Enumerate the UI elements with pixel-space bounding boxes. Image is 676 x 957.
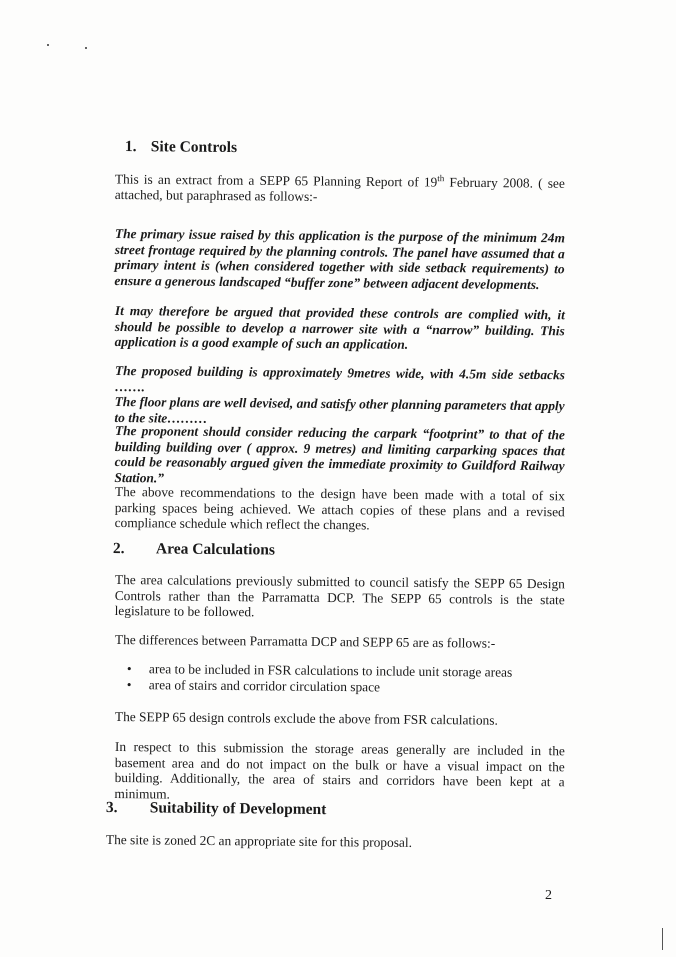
recommendation-paragraph: The above recommendations to the design have been made with a total of six parking spaces being achieved. We attach copies of these plans and a revised compliance schedule which reflect the changes.: [114, 484, 565, 533]
list-item-text: area to be included in FSR calculations to include unit storage areas: [148, 661, 513, 680]
suitability-paragraph: The site is zoned 2C an appropriate site for this proposal.: [105, 832, 413, 850]
area-paragraph-2: The differences between Parramatta DCP and SEPP 65 are as follows:-: [114, 632, 496, 651]
area-paragraph-4: In respect to this submission the storage areas generally are included in the basement area and do not impact on the bulk or have a visual impact on the building. Additionally, the area of stairs and corridors have been kept at a minimum.: [114, 739, 565, 802]
list-item: [127, 677, 557, 697]
area-paragraph-3: The SEPP 65 design controls exclude the above from FSR calculations.: [114, 709, 498, 728]
quote-3-line-a: The proposed building is approximately 9metres wide, with 4.5m side setbacks …….: [114, 363, 565, 394]
section-title: Site Controls: [150, 138, 238, 157]
section-number: 2.: [112, 540, 125, 558]
intro-text: This is an extract from a SEPP 65 Planning Report of 19: [114, 171, 438, 190]
quote-paragraph-3: [114, 363, 565, 429]
area-paragraph-1: The area calculations previously submitted to council satisfy the SEPP 65 Design Controls rather than the Parramatta DCP. The SEPP 65 controls is the state legislature to be followed.: [114, 572, 565, 620]
intro-superscript: th: [437, 173, 445, 184]
quote-paragraph-2: It may therefore be argued that provided these controls are complied with, it should be possible to develop a narrower site with a “narrow” building. This application is a good example of such an application.: [114, 303, 565, 352]
scan-edge-mark: [662, 928, 663, 950]
section-heading-area-calculations: [113, 540, 275, 560]
scan-speck: [47, 44, 49, 46]
section-heading-suitability: [106, 799, 327, 819]
intro-text-cont: February 2008. ( see attached, but paraphrased as follows:-: [114, 174, 565, 204]
bullet-marker: •: [126, 661, 132, 677]
differences-list: [127, 661, 557, 697]
quote-paragraph-4: The proponent should consider reducing the carpark “footprint” to that of the building building over ( approx. 9 metres) and limiting carparking spaces that could be reasonably argued given the immediate proximity to Guildford Railway Station.”: [114, 423, 565, 485]
page-number: 2: [545, 888, 552, 903]
section-number: 3.: [105, 799, 118, 817]
section-number: 1.: [124, 138, 137, 156]
bullet-marker: •: [126, 676, 132, 693]
quote-3-line-b: The floor plans are well devised, and satisfy other planning parameters that apply to the site………: [114, 393, 565, 426]
section-title: Area Calculations: [155, 540, 276, 559]
quote-paragraph-1: The primary issue raised by this application is the purpose of the minimum 24m street frontage required by the planning controls. The panel have assumed that a primary intent is (when considered together with side setback requirements) to ensure a generous landscaped “buffer zone” between adjacent developments.: [114, 226, 565, 292]
list-item-text: area of stairs and corridor circulation space: [148, 677, 381, 695]
intro-paragraph: [115, 168, 565, 207]
section-title: Suitability of Development: [149, 799, 327, 819]
section-heading-site-controls: [125, 138, 237, 157]
scan-speck: [85, 47, 87, 49]
